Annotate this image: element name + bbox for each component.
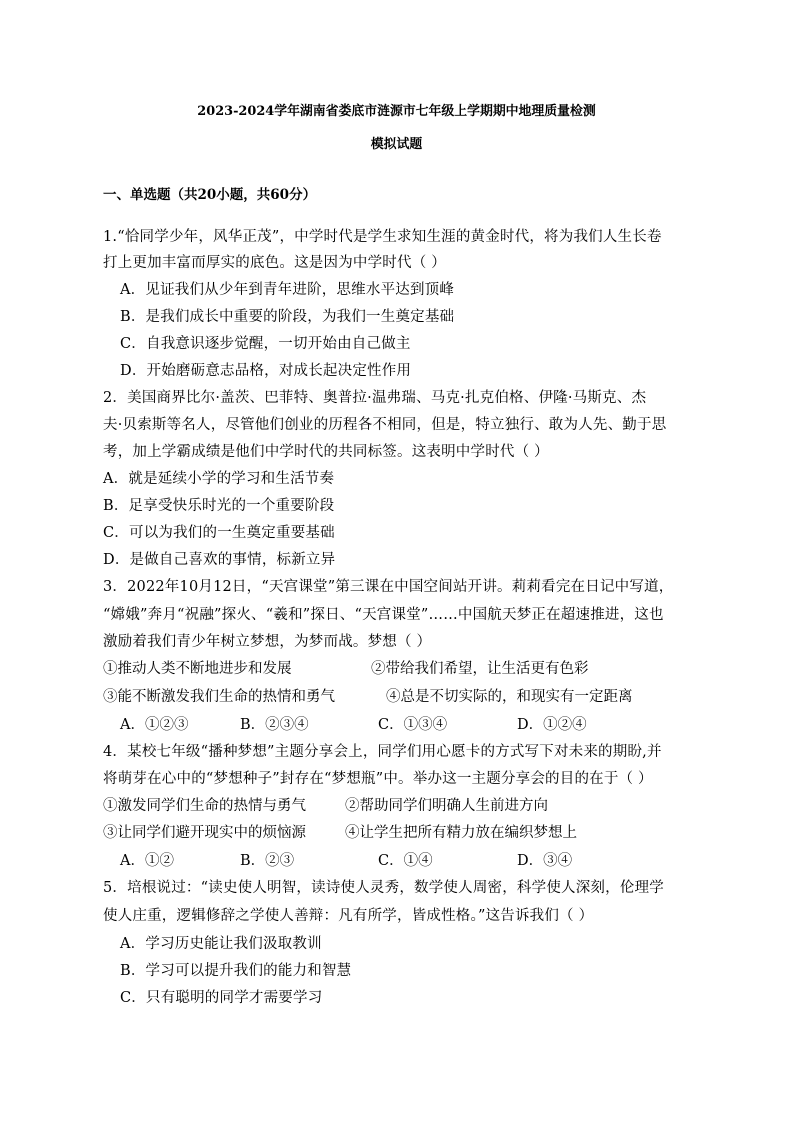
q3-statement-4: ④总是不切实际的，和现实有一定距离 bbox=[386, 689, 633, 705]
q1-stem-line: 打上更加丰富而厚实的底色。这是因为中学时代（ ） bbox=[103, 255, 446, 271]
q5-stem-line: 使人庄重，逻辑修辞之学使人善辩：凡有所学，皆成性格。”这告诉我们（ ） bbox=[103, 908, 594, 924]
q4-stem-line: 将萌芽在心中的“梦想种子”封存在“梦想瓶”中。举办这一主题分享会的目的在于（ ） bbox=[103, 771, 653, 787]
q3-option-c: C．①③④ bbox=[378, 717, 448, 733]
q3-stem-line: “嫦娥”奔月“祝融”探火、“羲和”探日、“天宫课堂”……中国航天梦正在超速推进，这也 bbox=[103, 607, 664, 623]
q3-option-d: D．①②④ bbox=[517, 717, 587, 733]
q1-option-b: B．是我们成长中重要的阶段，为我们一生奠定基础 bbox=[120, 309, 455, 325]
q5-option-a: A．学习历史能让我们汲取教训 bbox=[120, 936, 322, 952]
q4-statement-1: ①激发同学们生命的热情与勇气 bbox=[103, 798, 306, 814]
q4-option-a: A．①② bbox=[120, 853, 174, 869]
exam-subtitle: 模拟试题 bbox=[370, 137, 423, 152]
q4-stem-line: 4．某校七年级“播种梦想”主题分享会上，同学们用心愿卡的方式写下对未来的期盼,并 bbox=[103, 744, 662, 760]
q5-option-c: C．只有聪明的同学才需要学习 bbox=[120, 990, 323, 1006]
q3-statement-1: ①推动人类不断地进步和发展 bbox=[103, 661, 292, 677]
q2-option-d: D．是做自己喜欢的事情，标新立异 bbox=[103, 552, 336, 568]
q5-stem-line: 5．培根说过：“读史使人明智，读诗使人灵秀，数学使人周密，科学使人深刻，伦理学 bbox=[103, 880, 664, 896]
q3-statement-3: ③能不断激发我们生命的热情和勇气 bbox=[103, 689, 335, 705]
q4-statement-3: ③让同学们避开现实中的烦恼源 bbox=[103, 825, 306, 841]
q3-option-b: B．②③④ bbox=[240, 717, 309, 733]
q4-option-b: B．②③ bbox=[240, 853, 295, 869]
q3-statement-2: ②带给我们希望，让生活更有色彩 bbox=[371, 661, 589, 677]
exam-title: 2023-2024学年湖南省娄底市涟源市七年级上学期期中地理质量检测 bbox=[197, 104, 596, 119]
q1-option-a: A．见证我们从少年到青年进阶，思维水平达到顶峰 bbox=[120, 282, 455, 298]
q5-option-b: B．学习可以提升我们的能力和智慧 bbox=[120, 963, 352, 979]
q4-option-c: C．①④ bbox=[378, 853, 433, 869]
q3-option-a: A．①②③ bbox=[120, 717, 189, 733]
q2-stem-line: 夫·贝索斯等名人，尽管他们创业的历程各不相同，但是，特立独行、敢为人先、勤于思 bbox=[103, 417, 667, 433]
section-heading: 一、单选题（共20小题，共60分） bbox=[103, 187, 317, 203]
q1-option-c: C．自我意识逐步觉醒，一切开始由自己做主 bbox=[120, 336, 411, 352]
q1-stem-line: 1.“恰同学少年，风华正茂”，中学时代是学生求知生涯的黄金时代，将为我们人生长卷 bbox=[103, 229, 662, 245]
q2-stem-line: 考，加上学霸成绩是他们中学时代的共同标签。这表明中学时代（ ） bbox=[103, 444, 549, 460]
q1-option-d: D．开始磨砺意志品格，对成长起决定性作用 bbox=[120, 363, 412, 379]
q2-option-c: C．可以为我们的一生奠定重要基础 bbox=[103, 525, 335, 541]
q4-statement-2: ②帮助同学们明确人生前进方向 bbox=[345, 798, 548, 814]
q2-option-a: A．就是延续小学的学习和生活节奏 bbox=[103, 471, 335, 487]
q4-option-d: D．③④ bbox=[517, 853, 573, 869]
q4-statement-4: ④让学生把所有精力放在编织梦想上 bbox=[345, 825, 577, 841]
q3-stem-line: 激励着我们青少年树立梦想，为梦而战。梦想（ ） bbox=[103, 634, 432, 650]
q2-option-b: B．足享受快乐时光的一个重要阶段 bbox=[103, 498, 335, 514]
q3-stem-line: 3．2022年10月12日，“天宫课堂”第三课在中国空间站开讲。莉莉看完在日记中写道， bbox=[103, 579, 674, 595]
q2-stem-line: 2．美国商界比尔·盖茨、巴菲特、奥普拉·温弗瑞、马克·扎克伯格、伊隆·马斯克、杰 bbox=[103, 390, 647, 406]
